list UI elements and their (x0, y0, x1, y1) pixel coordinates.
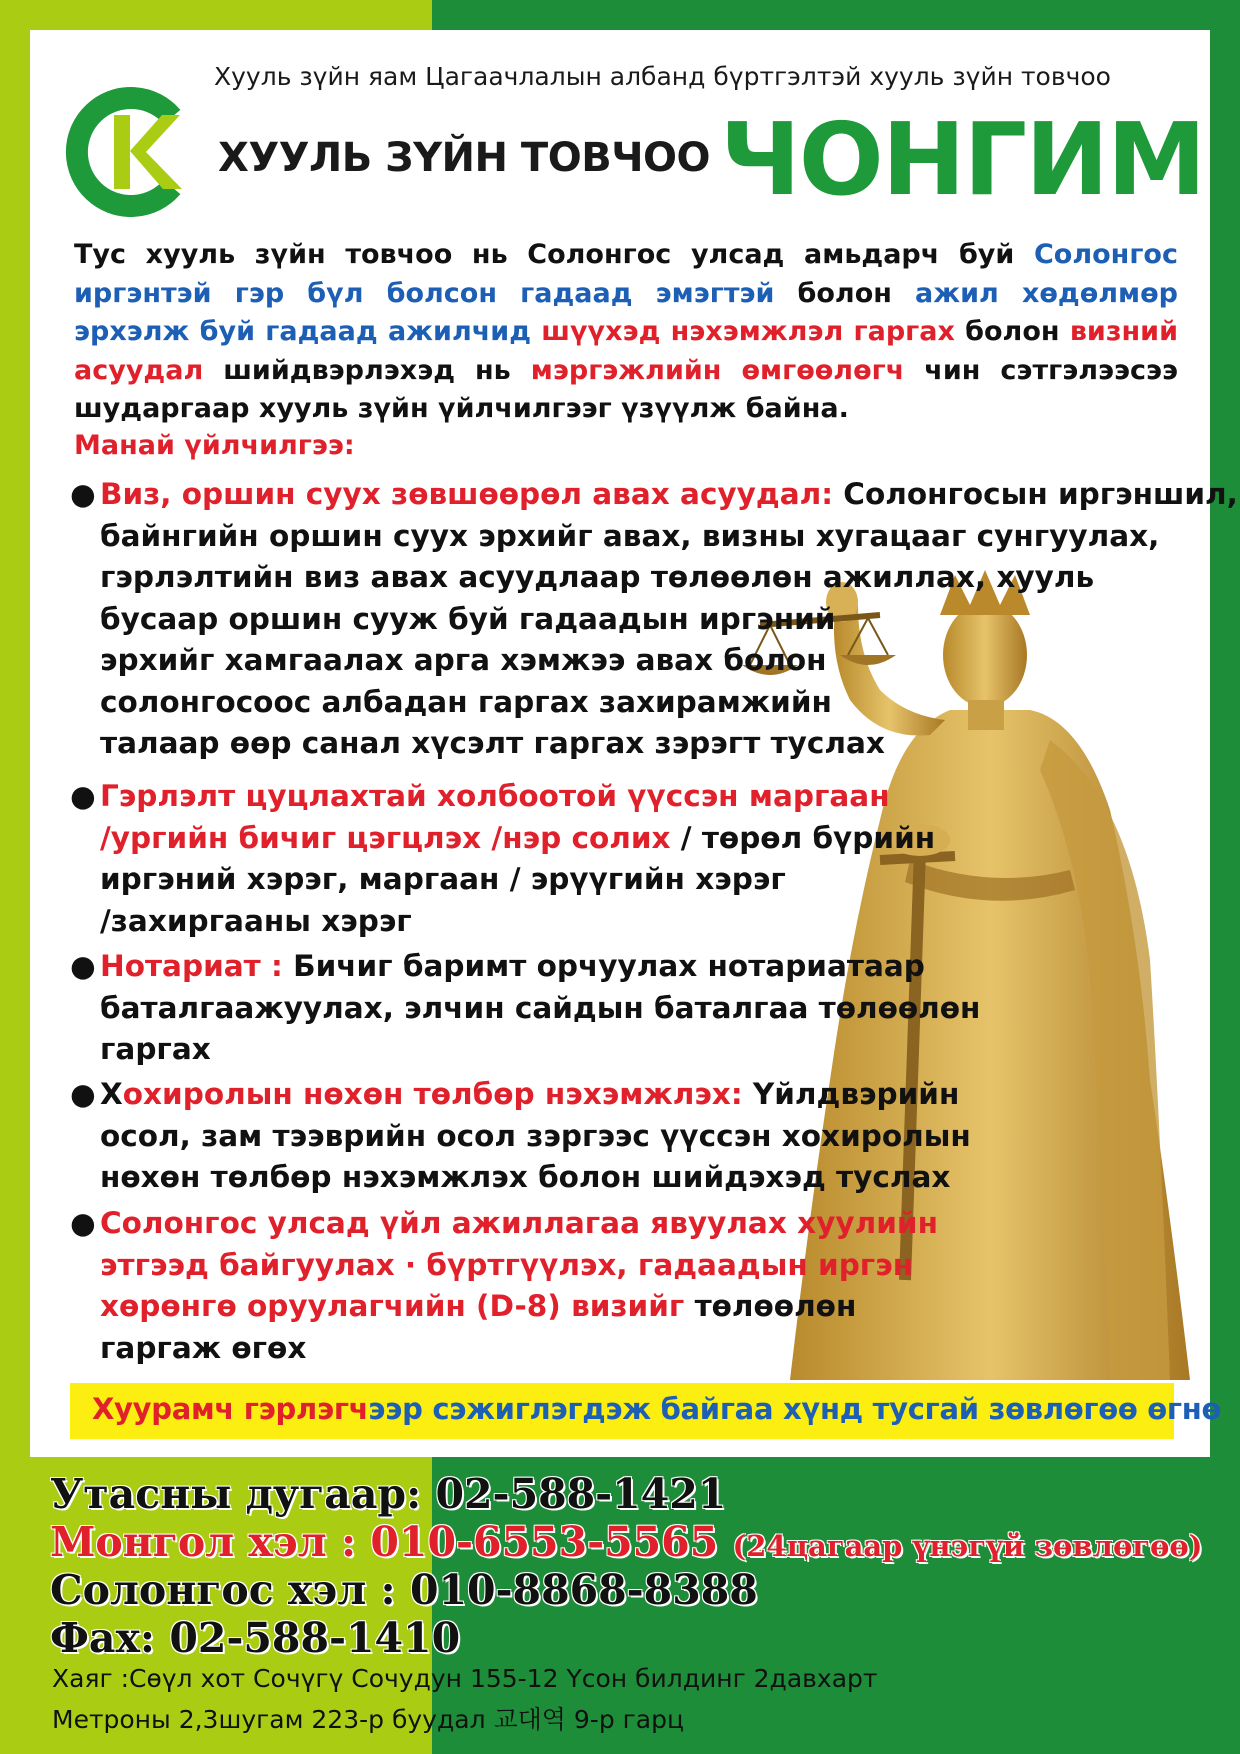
intro-text: болон (954, 316, 1070, 347)
service-line: бусаар оршин сууж буй гадаадын иргэний (100, 601, 836, 636)
intro-highlight: ажил хөдөлмөр эрхэлж буй гадаад ажилчид (74, 277, 1178, 347)
service-line: эрхийг хамгаалах арга хэмжээ авах болон (100, 643, 827, 677)
consultation-banner (70, 1383, 1222, 1439)
service-item-notary (70, 946, 981, 1071)
service-title: хөрөнгө оруулагчийн (D-8) визийг (100, 1289, 685, 1323)
service-text: Х (100, 1077, 123, 1111)
intro-text (531, 316, 541, 347)
service-line (100, 946, 980, 988)
service-text: төлөөлөн (684, 1289, 857, 1323)
mongolian-phone: Монгол хэл : 010-6553-5565 (50, 1518, 719, 1566)
ck-logo-icon (62, 85, 196, 219)
service-line: талаар өөр санал хүсэлт гаргах зэрэгт туслах (100, 726, 885, 760)
banner-highlight: Хуурамч гэрлэгч (92, 1392, 369, 1426)
office-title: ХУУЛЬ ЗҮЙН ТОВЧОО (218, 135, 711, 181)
intro-highlight: шүүхэд нэхэмжлэл гаргах (541, 316, 955, 347)
intro-highlight: визний асуудал (74, 316, 1178, 386)
service-line (100, 818, 935, 860)
service-line: иргэний хэрэг, маргаан / эрүүгийн хэрэг (100, 862, 786, 896)
bullet-icon: ● (70, 1206, 96, 1240)
service-line (100, 474, 1238, 516)
registration-line: Хууль зүйн яам Цагаачлалын албанд бүртгэлтэй хууль зүйн товчоо (214, 62, 1111, 91)
intro-text: болон (774, 277, 916, 309)
intro-text: чин сэтгэлээсээ шударгаар хууль зүйн үйлчилгээг үзүүлж байна. (74, 354, 1178, 424)
service-title: Виз, оршин суух зөвшөөрөл авах асуудал: (100, 477, 834, 511)
service-title: охиролын нөхөн төлбөр нэхэмжлэх: (122, 1077, 743, 1111)
service-line: гаргах (100, 1032, 211, 1066)
service-text: Үйлдвэрийн (742, 1077, 960, 1111)
intro-text: Тус хууль зүйн товчоо нь Солонгос улсад амьдарч буй (74, 239, 1034, 270)
service-text: Бичиг баримт орчуулах нотариатаар (282, 949, 925, 983)
service-line: баталгаажуулах, элчин сайдын баталгаа төлөөлөн (100, 990, 981, 1025)
service-line: /захиргааны хэрэг (100, 903, 412, 938)
banner-text (92, 1392, 1221, 1426)
address-line-1: Хаяг :Сөүл хот Сочүгү Сочудун 155-12 Үсон билдинг 2давхарт (52, 1664, 878, 1693)
service-line: солонгосоос албадан гаргах захирамжийн (100, 684, 832, 719)
service-item-company (70, 1203, 938, 1369)
intro-highlight: Солонгос иргэнтэй гэр бүл болсон гадаад эмэгтэй (74, 239, 1178, 309)
service-line: нөхөн төлбөр нэхэмжлэх болон шийдэхэд туслах (100, 1160, 951, 1194)
service-text: Солонгосын иргэншил, (833, 477, 1238, 511)
fax-number: Фах: 02-588-1410 (50, 1614, 461, 1662)
bullet-icon: ● (70, 477, 96, 511)
services-heading: Манай үйлчилгээ: (74, 430, 355, 461)
service-title: этгээд байгуулах · бүртгүүлэх, гадаадын иргэн (100, 1247, 914, 1282)
service-line (100, 1074, 971, 1116)
intro-highlight: мэргэжлийн өмгөөлөгч (530, 354, 905, 386)
service-line: байнгийн оршин суух эрхийг авах, визны хугацааг сунгуулах, (100, 518, 1160, 553)
banner-message: ээр сэжиглэгдэж байгаа хүнд тусгай зөвлөгөө өгнө (368, 1392, 1222, 1426)
service-item-divorce (70, 776, 936, 942)
korean-phone: Солонгос хэл : 010-8868-8388 (50, 1566, 758, 1614)
bullet-icon: ● (70, 779, 96, 813)
service-title: Гэрлэлт цуцлахтай холбоотой үүссэн маргаан (100, 779, 890, 813)
service-text: / төрөл бүрийн (670, 820, 936, 855)
service-title: Солонгос улсад үйл ажиллагаа явуулах хуулийн (100, 1206, 938, 1240)
intro-text: шийдвэрлэхэд нь (203, 354, 531, 386)
service-title: Нотариат : (100, 949, 283, 983)
intro-paragraph (74, 236, 1178, 429)
service-title: /ургийн бичиг цэгцлэх /нэр солих (100, 820, 671, 855)
mongolian-line (50, 1518, 1202, 1566)
service-line: гаргаж өгөх (100, 1330, 307, 1365)
phone-number: Утасны дугаар: 02-588-1421 (50, 1470, 727, 1518)
service-item-visa (70, 474, 1238, 765)
service-line: гэрлэлтийн виз авах асуудлаар төлөөлөн ажиллах, хууль (100, 560, 1095, 594)
service-item-compensation (70, 1074, 971, 1199)
service-line (100, 1286, 938, 1328)
brand-name: ЧОНГИМ (720, 101, 1205, 218)
service-line: осол, зам тээврийн осол зэргээс үүссэн хохиролын (100, 1118, 971, 1153)
address-line-2: Метроны 2,3шугам 223-р буудал 교대역 9-р гарц (52, 1705, 684, 1734)
bullet-icon: ● (70, 949, 96, 983)
bullet-icon: ● (70, 1077, 96, 1111)
free-consult-note: (24цагаар үнэгүй зөвлөгөө) (732, 1529, 1203, 1563)
